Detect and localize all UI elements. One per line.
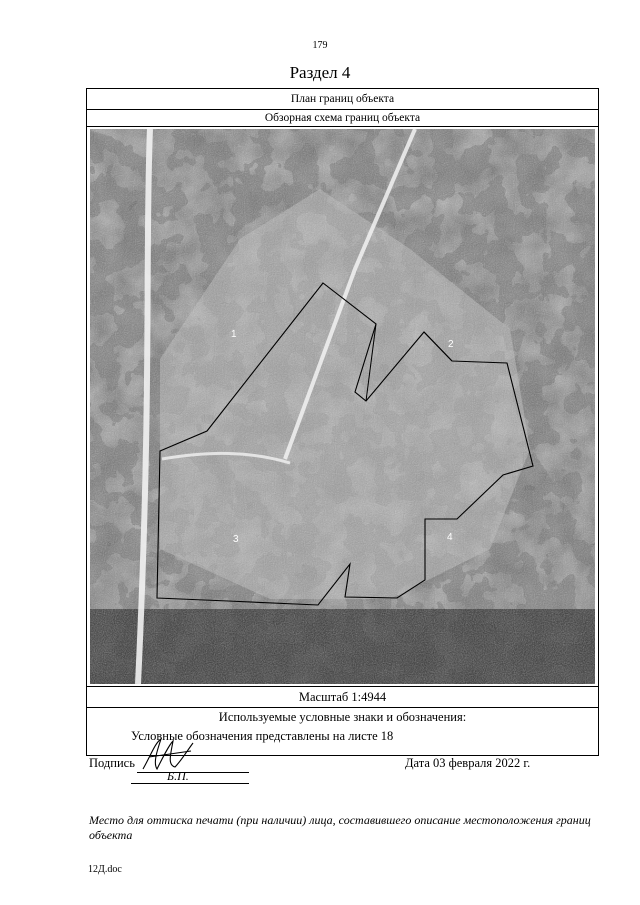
signature-initials: Б.П. <box>167 769 189 783</box>
legend-text: Условные обозначения представлены на листе 18 <box>131 729 394 743</box>
file-name: 12Д.doc <box>88 864 122 875</box>
signature-line <box>137 772 249 773</box>
plan-title: План границ объекта <box>87 89 598 110</box>
signature-label: Подпись <box>89 756 135 770</box>
overview-title: Обзорная схема границ объекта <box>87 110 598 127</box>
map-label-4: 4 <box>447 532 453 543</box>
map-label-1: 1 <box>231 329 237 340</box>
section-title: Раздел 4 <box>289 63 351 82</box>
map-label-3: 3 <box>233 534 239 545</box>
map-label-2: 2 <box>448 339 454 350</box>
map-scale: Масштаб 1:4944 <box>87 686 598 708</box>
aerial-map <box>90 129 595 684</box>
initials-line <box>131 783 249 784</box>
stamp-note: Место для оттиска печати (при наличии) лица, составившего описание местоположения границ объекта <box>89 813 591 842</box>
map-grain <box>90 129 595 684</box>
page-number: 179 <box>312 40 328 51</box>
legend-title: Используемые условные знаки и обозначения: <box>218 710 467 724</box>
document-date: Дата 03 февраля 2022 г. <box>405 756 531 770</box>
boundary-plan-table <box>86 88 599 842</box>
